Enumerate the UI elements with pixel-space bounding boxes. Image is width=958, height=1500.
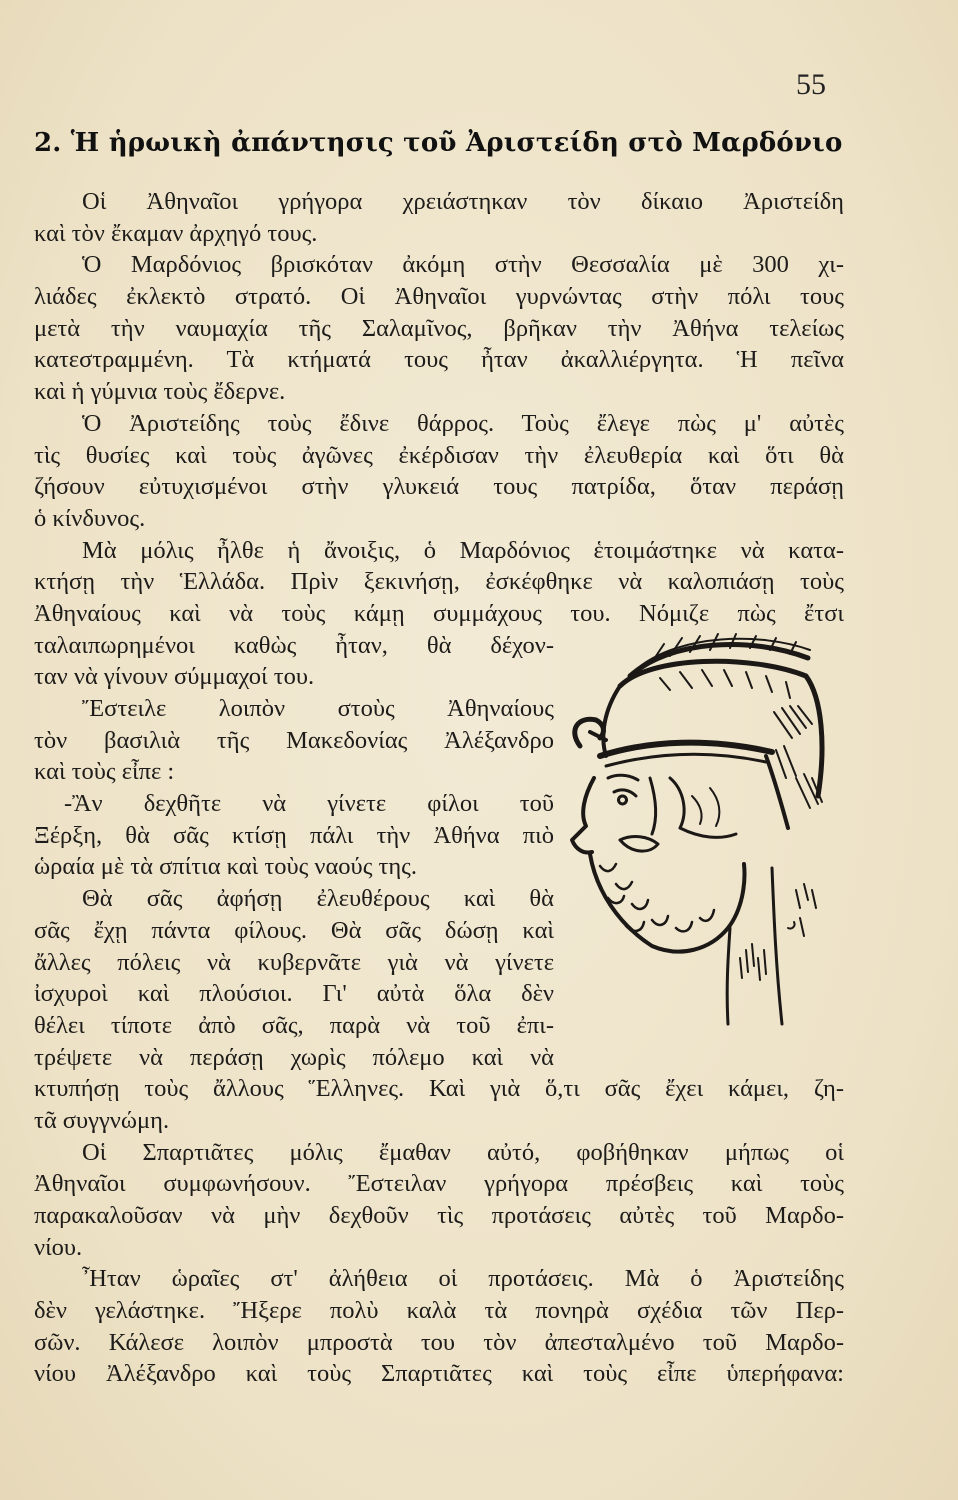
- text-line: τᾶ συγγνώμη.: [34, 1106, 170, 1134]
- text-line: ταν νὰ γίνουν σύμμαχοί του.: [34, 663, 315, 691]
- text-line: ἄλλες πόλεις νὰ κυβερνᾶτε γιὰ νὰ γίνετε: [34, 948, 554, 976]
- chapter-title: 2. Ἡ ἡρωικὴ ἀπάντησις τοῦ Ἀριστείδη στὸ Μαρδόνιο: [34, 128, 843, 158]
- text-line: ὡραία μὲ τὰ σπίτια καὶ τοὺς ναούς της.: [34, 853, 418, 881]
- text-line: δὲν γελάστηκε. Ἤξερε πολὺ καλὰ τὰ πονηρὰ σχέδια τῶν Περ-: [34, 1297, 844, 1325]
- text-line: Οἱ Ἀθηναῖοι γρήγορα χρειάστηκαν τὸν δίκαιο Ἀριστείδη: [82, 188, 844, 215]
- text-line: καὶ τοὺς εἶπε :: [34, 758, 175, 786]
- text-line: τρέψετε νὰ περάσῃ χωρὶς πόλεμο καὶ νὰ: [34, 1043, 554, 1071]
- text-line: ταλαιπωρημένοι καθὼς ἦταν, θὰ δέχον-: [34, 631, 554, 659]
- text-line: ὁ κίνδυνος.: [34, 504, 146, 532]
- text-line: τὶς θυσίες καὶ τοὺς ἀγῶνες ἐκέρδισαν τὴν ἐλευθερία καὶ ὅτι θὰ: [34, 441, 844, 469]
- text-line: καὶ τὸν ἔκαμαν ἀρχηγό τους.: [34, 219, 318, 247]
- text-line: Θὰ σᾶς ἀφήσῃ ἐλευθέρους καὶ θὰ: [82, 885, 554, 913]
- text-line: Ξέρξη, θὰ σᾶς κτίσῃ πάλι τὴν Ἀθήνα πιὸ: [34, 821, 554, 849]
- text-line: λιάδες ἐκλεκτὸ στρατό. Οἱ Ἀθηναῖοι γυρνώντας στὴν πόλι τους: [34, 283, 844, 311]
- text-line: θέλει τίποτε ἀπὸ σᾶς, παρὰ νὰ τοῦ ἐπι-: [34, 1011, 554, 1039]
- text-line: Ὁ Μαρδόνιος βρισκόταν ἀκόμη στὴν Θεσσαλία μὲ 300 χι-: [82, 251, 844, 279]
- text-line: μετὰ τὴν ναυμαχία τῆς Σαλαμῖνος, βρῆκαν τὴν Ἀθήνα τελείως: [34, 314, 844, 342]
- text-line: Ὁ Ἀριστείδης τοὺς ἔδινε θάρρος. Τοὺς ἔλεγε πὼς μ' αὐτὲς: [82, 409, 844, 437]
- text-line: νίου.: [34, 1233, 83, 1261]
- text-line: Ἔστειλε λοιπὸν στοὺς Ἀθηναίους: [82, 695, 554, 722]
- text-line: ἰσχυροὶ καὶ πλούσιοι. Γι' αὐτὰ ὅλα δὲν: [34, 980, 554, 1008]
- text-line: Οἱ Σπαρτιᾶτες μόλις ἔμαθαν αὐτό, φοβήθηκαν μήπως οἱ: [82, 1138, 844, 1166]
- text-line: κατεστραμμένη. Τὰ κτήματά τους ἦταν ἀκαλλιέργητα. Ἡ πεῖνα: [34, 346, 844, 374]
- text-line: Ἀθηναῖοι συμφωνήσουν. Ἔστειλαν γρήγορα πρέσβεις καὶ τοὺς: [34, 1170, 844, 1198]
- text-line: καὶ ἡ γύμνια τοὺς ἔδερνε.: [34, 378, 286, 406]
- text-line: ζήσουν εὐτυχισμένοι στὴν γλυκειά τους πατρίδα, ὅταν περάσῃ: [34, 473, 844, 501]
- text-line: κτήσῃ τὴν Ἑλλάδα. Πρὶν ξεκινήσῃ, ἐσκέφθηκε νὰ καλοπιάσῃ τοὺς: [34, 568, 844, 596]
- page-number: 55: [796, 68, 826, 101]
- text-line: Ἀθηναίους καὶ νὰ τοὺς κάμῃ συμμάχους του. Νόμιζε πὼς ἔτσι: [34, 599, 844, 627]
- text-line: -Ἂν δεχθῆτε νὰ γίνετε φίλοι τοῦ: [64, 790, 554, 818]
- text-line: σῶν. Κάλεσε λοιπὸν μπροστὰ του τὸν ἀπεσταλμένο τοῦ Μαρδο-: [34, 1328, 844, 1356]
- text-line: Ἦταν ὡραῖες στ' ἀλήθεια οἱ προτάσεις. Μὰ ὁ Ἀριστείδης: [82, 1265, 844, 1293]
- helmeted-warrior-head-icon: [560, 628, 850, 1038]
- text-line: νίου Ἀλέξανδρο καὶ τοὺς Σπαρτιᾶτες καὶ τοὺς εἶπε ὑπερήφανα:: [34, 1360, 844, 1388]
- text-line: παρακαλοῦσαν νὰ μὴν δεχθοῦν τὶς προτάσεις αὐτὲς τοῦ Μαρδο-: [34, 1202, 844, 1229]
- text-line: κτυπήσῃ τοὺς ἄλλους Ἕλληνες. Καὶ γιὰ ὅ,τι σᾶς ἔχει κάμει, ζη-: [34, 1075, 844, 1103]
- text-line: σᾶς ἔχῃ πάντα φίλους. Θὰ σᾶς δώσῃ καὶ: [34, 916, 554, 944]
- text-line: Μὰ μόλις ἦλθε ἡ ἄνοιξις, ὁ Μαρδόνιος ἑτοιμάστηκε νὰ κατα-: [82, 536, 844, 564]
- text-line: τὸν βασιλιὰ τῆς Μακεδονίας Ἀλέξανδρο: [34, 726, 554, 754]
